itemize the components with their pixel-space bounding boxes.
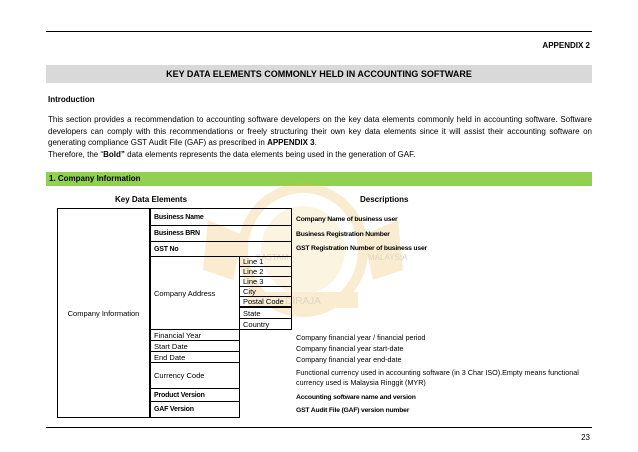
key-product-version: Product Version xyxy=(150,388,240,402)
key-currency-code: Currency Code xyxy=(150,362,240,389)
watermark-kastam: KASTAM xyxy=(256,253,289,262)
page-number: 23 xyxy=(581,433,590,442)
top-rule xyxy=(46,31,592,32)
group-company-information: Company Information xyxy=(57,208,150,418)
desc-business-name: Company Name of business user xyxy=(296,216,398,223)
address-line-3: Line 3 xyxy=(239,276,292,287)
address-city: City xyxy=(239,286,292,297)
key-financial-year: Financial Year xyxy=(150,329,240,341)
desc-currency-code: Functional currency used in accounting software (in 3 Char ISO).Empty means functional currency used is Malaysia Ringgit (MYR) xyxy=(296,368,579,387)
desc-financial-year: Company financial year / financial period xyxy=(296,333,426,342)
col-key-data-elements: Key Data Elements xyxy=(115,195,188,204)
page-title: KEY DATA ELEMENTS COMMONLY HELD IN ACCOUNTING SOFTWARE xyxy=(46,65,592,83)
key-business-brn: Business BRN xyxy=(150,225,292,242)
key-gst-no: GST No xyxy=(150,241,292,257)
key-end-date: End Date xyxy=(150,351,240,363)
address-country: Country xyxy=(239,318,292,330)
desc-gaf-version: GST Audit File (GAF) version number xyxy=(296,407,410,414)
desc-end-date: Company financial year end-date xyxy=(296,355,402,364)
address-line-2: Line 2 xyxy=(239,266,292,277)
key-business-name: Business Name xyxy=(150,208,292,226)
key-gaf-version: GAF Version xyxy=(150,401,240,418)
desc-product-version: Accounting software name and version xyxy=(296,394,416,401)
key-company-address: Company Address xyxy=(150,256,240,330)
col-descriptions: Descriptions xyxy=(360,195,409,204)
bottom-rule xyxy=(46,427,592,428)
address-line-1: Line 1 xyxy=(239,256,292,267)
intro-line-2: Therefore, the “Bold” data elements represents the data elements being used in the generation of GAF. xyxy=(48,149,416,159)
key-start-date: Start Date xyxy=(150,340,240,352)
address-postal-code: Postal Code xyxy=(239,296,292,307)
intro-heading: Introduction xyxy=(48,95,95,104)
desc-gst-no: GST Registration Number of business user xyxy=(296,245,427,252)
desc-business-brn: Business Registration Number xyxy=(296,231,390,238)
intro-paragraph xyxy=(48,114,592,160)
address-state: State xyxy=(239,307,292,319)
appendix-label: APPENDIX 2 xyxy=(542,41,590,50)
watermark-malaysia: MALAYSIA xyxy=(368,253,408,262)
watermark-diraja: DIRAJA xyxy=(285,296,321,307)
intro-line-1: This section provides a recommendation to accounting software developers on the key data elements commonly held in accounting software. Software developers can comply with this recommendations or freely structuring their own key data elements since it will assist their accounting software on generating compliance GST Audit File (GAF) as prescribed in APPENDIX 3. xyxy=(48,115,592,147)
section-company-information: 1. Company Information xyxy=(46,172,592,186)
desc-start-date: Company financial year start-date xyxy=(296,344,404,353)
